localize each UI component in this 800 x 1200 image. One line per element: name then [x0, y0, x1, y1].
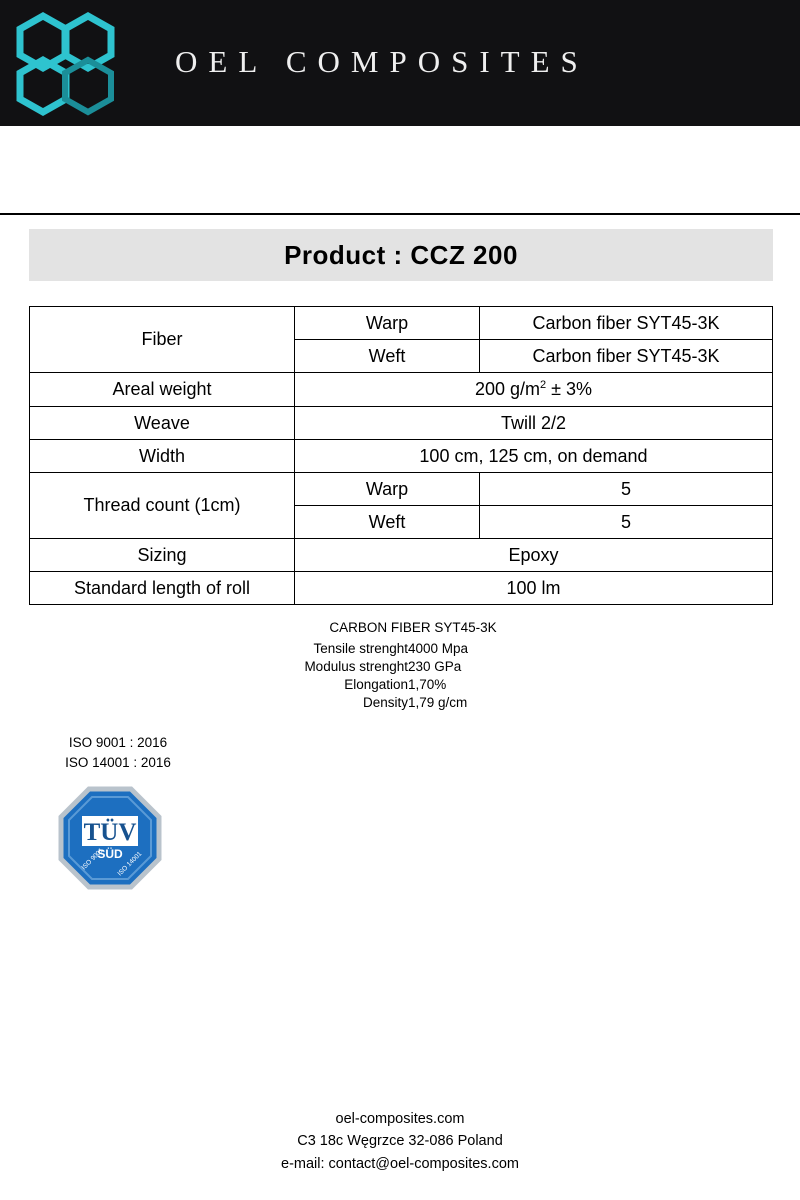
table-row: [30, 572, 773, 605]
specification-table: [29, 306, 773, 605]
spec-value: 100 cm, 125 cm, on demand: [295, 440, 773, 473]
spec-value: 5: [480, 473, 773, 506]
property-value: 1,79 g/cm: [408, 694, 468, 710]
property-value: 230 GPa: [408, 658, 462, 674]
areal-weight-value: 200 g/m: [474, 379, 540, 399]
table-row: [30, 307, 773, 340]
table-row: [30, 373, 773, 407]
spec-label: Standard length of roll: [30, 572, 295, 605]
certification-text: [48, 733, 188, 772]
spec-value: Carbon fiber SYT45-3K: [480, 307, 773, 340]
table-row: [30, 440, 773, 473]
fiber-properties-table: [258, 639, 558, 711]
page-footer: [0, 1108, 800, 1175]
spec-label: Sizing: [30, 539, 295, 572]
table-row: [30, 407, 773, 440]
iso-14001-line: ISO 14001 : 2016: [65, 754, 171, 770]
page-title: Product : CCZ 200: [284, 239, 518, 270]
hexagon-logo-icon: [14, 10, 134, 116]
iso-9001-line: ISO 9001 : 2016: [68, 735, 168, 750]
property-value: 4000 Mpa: [408, 640, 469, 656]
areal-weight-tolerance: ± 3%: [546, 379, 593, 399]
spec-label: Width: [30, 440, 295, 473]
spec-sublabel: Weft: [295, 506, 480, 539]
list-item: [258, 693, 558, 711]
property-name: Density: [362, 694, 408, 710]
footer-address: C3 18c Węgrzce 32-086 Poland: [297, 1133, 503, 1150]
table-row: [30, 539, 773, 572]
spec-label: Areal weight: [30, 373, 295, 407]
property-name: Tensile strenght: [313, 640, 408, 656]
list-item: [258, 675, 558, 693]
tuv-badge-main-text: TÜV: [83, 819, 137, 846]
header-divider: [0, 213, 800, 215]
property-name: Modulus strenght: [304, 658, 408, 674]
spec-sublabel: Warp: [295, 307, 480, 340]
spec-label: Weave: [30, 407, 295, 440]
spec-sublabel: Weft: [295, 340, 480, 373]
spec-value: 100 lm: [295, 572, 773, 605]
list-item: [258, 639, 558, 657]
product-title-bar: [29, 229, 773, 281]
property-value: 1,70%: [408, 676, 447, 692]
spec-sublabel: Warp: [295, 473, 480, 506]
spec-value: Twill 2/2: [295, 407, 773, 440]
areal-weight-exponent: 2: [540, 379, 547, 391]
tuv-sud-certification-badge-icon: [58, 786, 162, 890]
list-item: [258, 657, 558, 675]
fiber-properties-block: [258, 620, 558, 711]
brand-title: OEL COMPOSITES: [175, 44, 589, 79]
tuv-badge-left-label: ISO 9001: [80, 847, 105, 872]
spec-value: Carbon fiber SYT45-3K: [480, 340, 773, 373]
spec-value: Epoxy: [295, 539, 773, 572]
footer-website: oel-composites.com: [335, 1111, 465, 1127]
table-row: [30, 473, 773, 506]
property-name: Elongation: [344, 676, 408, 692]
tuv-badge-right-label: ISO 14001: [116, 850, 144, 878]
footer-email: e-mail: contact@oel-composites.com: [281, 1155, 519, 1172]
spec-label: Fiber: [30, 307, 295, 373]
tuv-badge-sub-text: SÜD: [97, 847, 123, 861]
page-header-banner: [0, 0, 800, 126]
fiber-properties-title: CARBON FIBER SYT45-3K: [329, 620, 497, 635]
spec-value: [295, 373, 773, 407]
spec-value: 5: [480, 506, 773, 539]
spec-label: Thread count (1cm): [30, 473, 295, 539]
